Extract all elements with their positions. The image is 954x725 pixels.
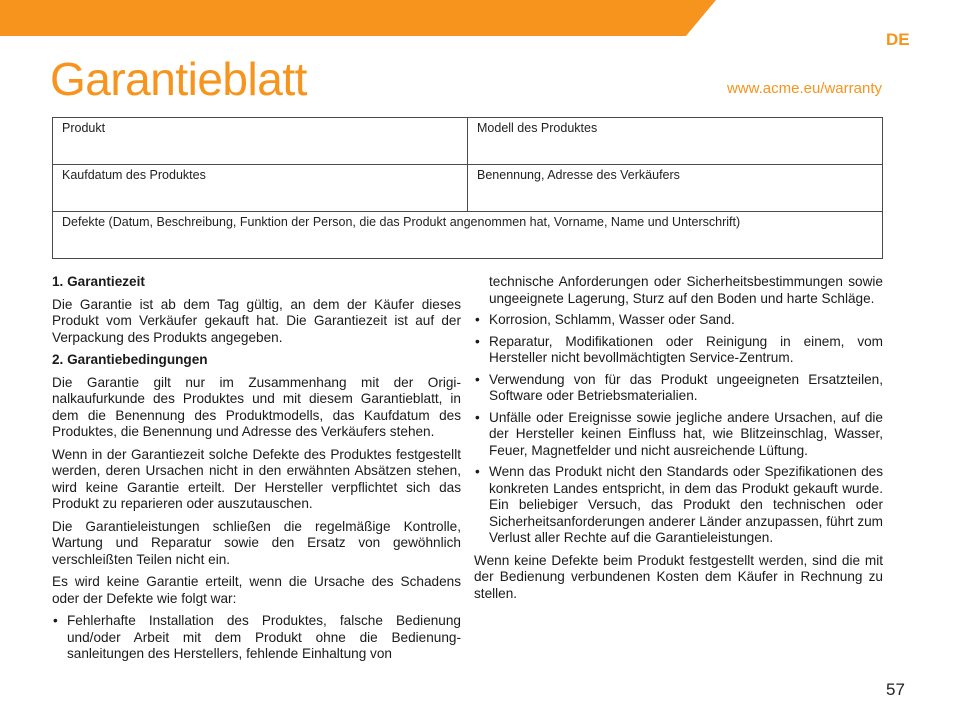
- list-item-continuation: technische Anforderungen oder Sicherheitsbestimmungen sowie ungeeignete Lagerung, Sturz auf den Boden und harte Schläge.: [489, 274, 883, 306]
- paragraph: Die Garantie ist ab dem Tag gültig, an dem der Käufer dieses Produkt vom Verkäufer gekauft hat. Die Garantiezeit ist auf der Verpackung des Produkts angegeben.: [52, 296, 461, 345]
- page-title: Garantieblatt: [50, 53, 307, 105]
- model-field[interactable]: Modell des Produktes: [468, 118, 883, 165]
- warranty-url-link[interactable]: www.acme.eu/warranty: [726, 80, 882, 97]
- list-item: • Fehlerhafte Installation des Produktes, falsche Bedienung und/oder Arbeit mit dem Produkt ohne die Bedienungsanleitungen des Herstellers, fehlende Einhaltung von: [52, 613, 461, 663]
- section-heading-warranty-period: 1. Garantiezeit: [52, 274, 145, 289]
- paragraph: Es wird keine Garantie erteilt, wenn die Ursache des Schadens oder der Defekte wie folgt war:: [52, 574, 461, 606]
- list-item: • Unfälle oder Ereignisse sowie jegliche andere Ursachen, auf die der Hersteller keinen Einfluss hat, wie Blitzeinschlag, Wasser, Feuer, Magnetfelder und nicht ausreichende Lüftung.: [474, 410, 883, 460]
- paragraph: Wenn keine Defekte beim Produkt festgestellt werden, sind die mit der Bedienung verbundenen Kosten dem Käufer in Rechnung zu stellen.: [474, 552, 883, 601]
- list-item: • Verwendung von für das Produkt ungeeigneten Ersatzteilen, Software oder Betriebsmaterialien.: [474, 372, 883, 405]
- list-item: • Reparatur, Modifikationen oder Reinigung in einem, vom Hersteller nicht bevollmächtigten Service-Zentrum.: [474, 334, 883, 367]
- section-heading-warranty-conditions: 2. Garantiebedingungen: [52, 352, 208, 367]
- paragraph: Die Garantie gilt nur im Zusammenhang mit der Originalkaufurkunde des Produktes und mit diesem Garantieblatt, in dem die Benennung des Produktmodells, das Kaufdatum des Produktes, die Benennung und Adresse des Verkäufers stehen.: [52, 374, 461, 439]
- language-label: DE: [886, 30, 910, 49]
- purchase-date-field[interactable]: Kaufdatum des Produktes: [53, 165, 468, 212]
- left-column: [52, 274, 461, 669]
- paragraph: Die Garantieleistungen schließen die regelmäßige Kontrolle, Wartung und Reparatur sowie den Ersatz von gewöhnlich verschleißten Teilen nicht ein.: [52, 518, 461, 567]
- header-orange-band: [0, 0, 716, 36]
- exclusion-list: [474, 312, 883, 547]
- warranty-form-table: [52, 117, 883, 259]
- list-item: • Korrosion, Schlamm, Wasser oder Sand.: [474, 312, 883, 329]
- product-field[interactable]: Produkt: [53, 118, 468, 165]
- defects-field[interactable]: Defekte (Datum, Beschreibung, Funktion der Person, die das Produkt angenommen hat, Vorname, Name und Unterschrift): [53, 212, 883, 259]
- seller-field[interactable]: Benennung, Adresse des Verkäufers: [468, 165, 883, 212]
- page-number: 57: [886, 680, 905, 699]
- list-item: • Wenn das Produkt nicht den Standards oder Spezifikationen des konkreten Landes entspricht, in dem das Produkt gekauft wurde. Ein beliebiger Versuch, das Produkt den technischen oder Sicherheitsanforderungen anderer Länder anzupassen, führt zum Verlust aller Rechte auf die Garantieleistungen.: [474, 464, 883, 547]
- exclusion-list: [52, 613, 461, 663]
- right-column: [474, 274, 883, 608]
- paragraph: Wenn in der Garantiezeit solche Defekte des Produktes festgestellt werden, deren Ursachen nicht in den erwähnten Absätzen stehen, wird keine Garantie erteilt. Der Hersteller verpflichtet sich das Produkt zu reparieren oder auszutauschen.: [52, 446, 461, 511]
